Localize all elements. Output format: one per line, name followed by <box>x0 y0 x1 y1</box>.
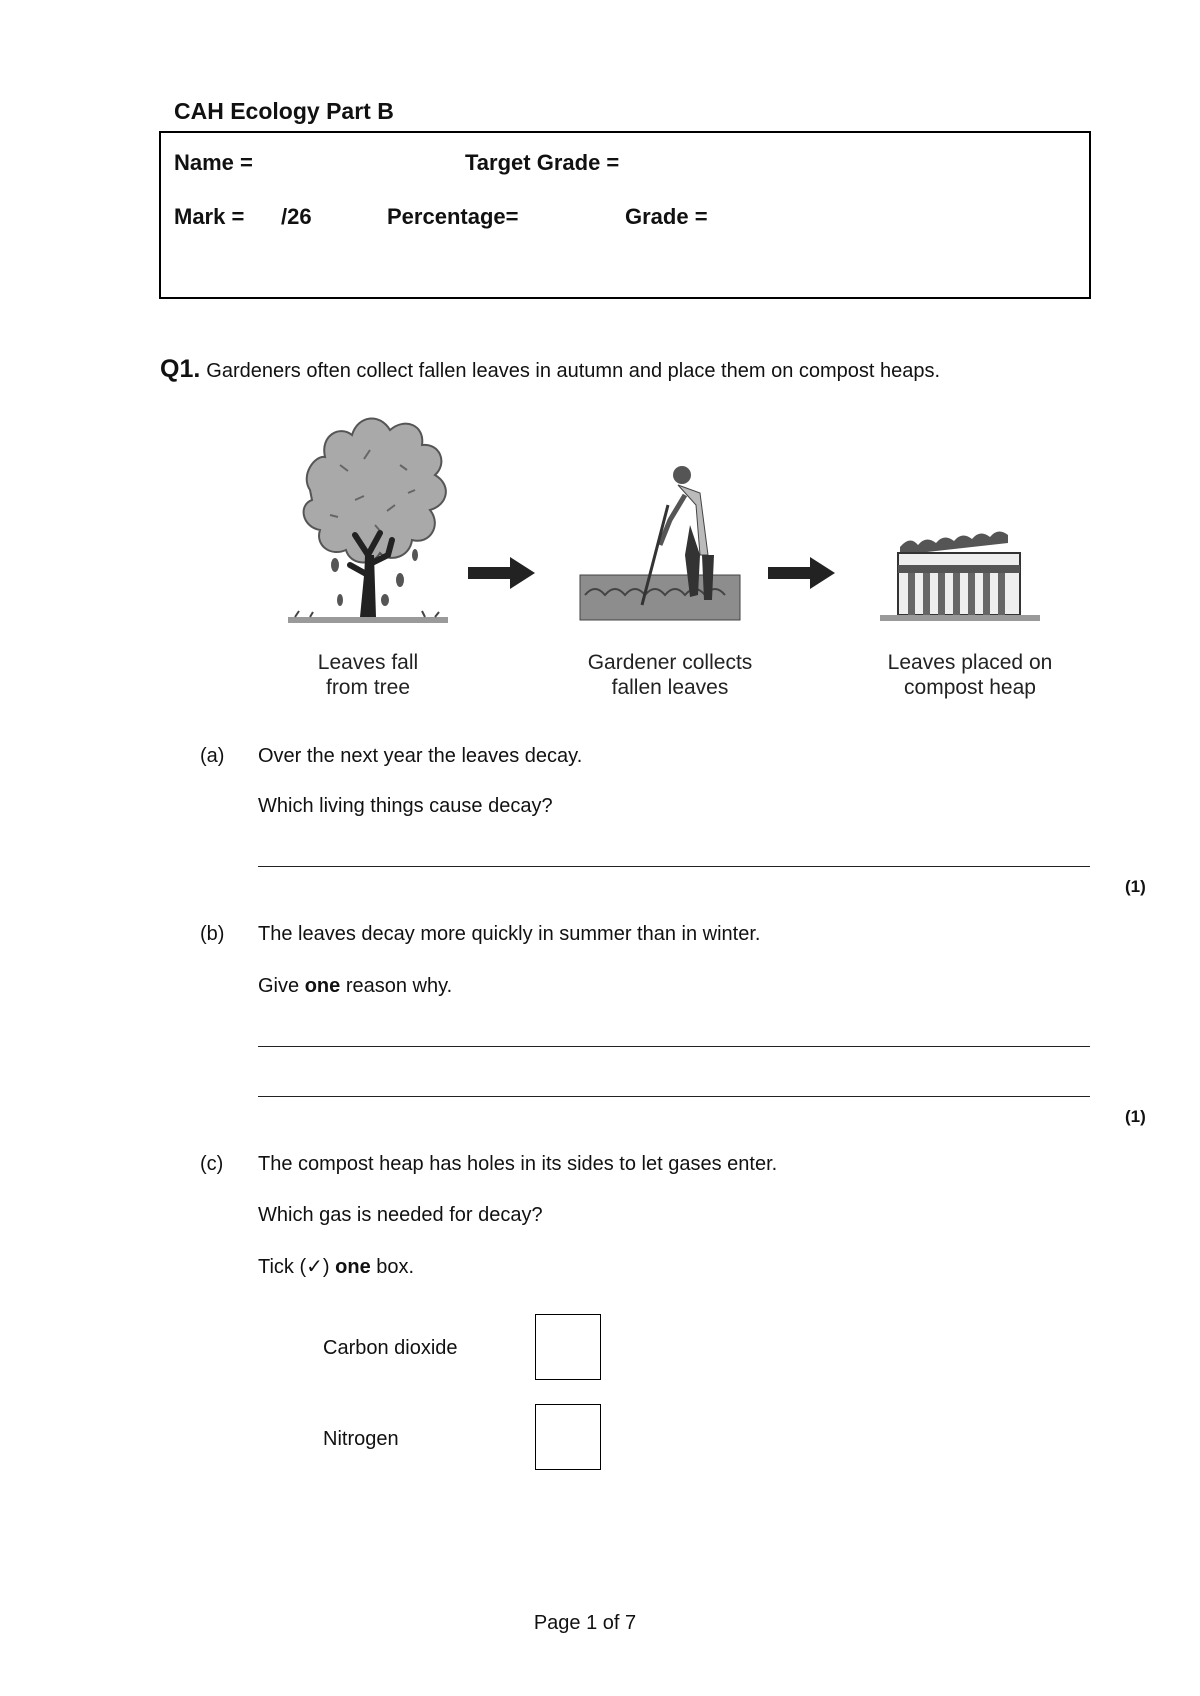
mark-label: Mark = <box>174 204 245 229</box>
part-b-question: Give one reason why. <box>258 975 453 997</box>
answer-line[interactable] <box>258 1046 1090 1047</box>
gardener-illustration <box>580 466 740 620</box>
tree-illustration <box>288 419 448 623</box>
tick-instruction: Tick (✓) one box. <box>258 1256 415 1278</box>
tick-box-nitrogen[interactable] <box>535 1404 601 1470</box>
part-c-statement: The compost heap has holes in its sides to let gases enter. <box>258 1153 778 1175</box>
diagram-caption-step2: Gardener collects fallen leaves <box>587 651 753 699</box>
part-a-question: Which living things cause decay? <box>258 795 553 817</box>
arrow-right-icon <box>768 557 835 589</box>
part-b-label: (b) <box>200 923 225 945</box>
question-intro-text: Gardeners often collect fallen leaves in autumn and place them on compost heaps. <box>206 360 941 382</box>
part-c-question: Which gas is needed for decay? <box>258 1204 543 1226</box>
question-number: Q1. <box>160 355 201 383</box>
grade-label: Grade = <box>625 204 708 229</box>
part-a-label: (a) <box>200 745 225 767</box>
tick-box-carbon-dioxide[interactable] <box>535 1314 601 1380</box>
part-a-statement: Over the next year the leaves decay. <box>258 745 583 767</box>
page-number: Page 1 of 7 <box>533 1612 637 1634</box>
answer-line[interactable] <box>258 866 1090 867</box>
name-label: Name = <box>174 150 253 175</box>
marks-indicator: (1) <box>1125 1107 1146 1126</box>
question-1-intro <box>160 355 940 384</box>
marks-indicator: (1) <box>1125 877 1146 896</box>
diagram-caption-step1: Leaves fall from tree <box>317 651 419 699</box>
arrow-right-icon <box>468 557 535 589</box>
answer-line[interactable] <box>258 1096 1090 1097</box>
leaf-compost-diagram <box>280 405 1080 655</box>
document-title: CAH Ecology Part B <box>174 98 394 124</box>
option-label: Nitrogen <box>323 1428 399 1450</box>
mark-total: /26 <box>281 204 312 229</box>
part-c-label: (c) <box>200 1153 224 1175</box>
tick-icon: ✓ <box>306 1256 323 1278</box>
target-grade-label: Target Grade = <box>465 150 620 175</box>
compost-heap-illustration <box>880 531 1040 621</box>
percentage-label: Percentage= <box>387 204 519 229</box>
diagram-caption-step3: Leaves placed on compost heap <box>887 651 1053 699</box>
option-label: Carbon dioxide <box>323 1337 458 1359</box>
part-b-statement: The leaves decay more quickly in summer than in winter. <box>258 923 761 945</box>
